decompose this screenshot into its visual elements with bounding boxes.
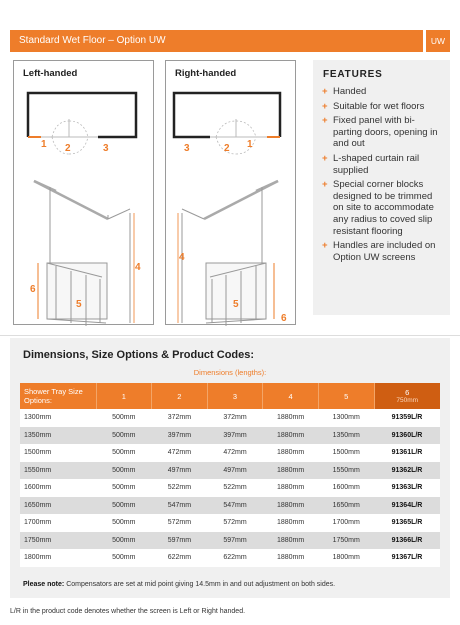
elevation-label: 5 [76,299,82,310]
dimension-cell: 1550mm [318,462,374,480]
section-divider [0,335,460,336]
dimension-cell: 1350mm [318,427,374,445]
product-code-cell: 91366L/R [374,532,440,550]
product-code-cell: 91360L/R [374,427,440,445]
column-header: 5 [318,383,374,409]
tray-size-cell: 1500mm [20,444,96,462]
table-body [20,409,440,567]
table-row [20,497,440,515]
table-row [20,427,440,445]
plan-label: 2 [65,143,71,154]
right-handed-drawing [166,61,297,326]
dimension-cell: 1500mm [318,444,374,462]
feature-text: Fixed panel with bi-parting doors, opening in and out [333,115,438,150]
plus-icon: + [322,152,328,164]
product-code-cell: 91364L/R [374,497,440,515]
table-row [20,462,440,480]
product-code-cell: 91365L/R [374,514,440,532]
dimension-cell: 1880mm [263,427,319,445]
elevation-label: 6 [281,313,287,324]
feature-text: Suitable for wet floors [333,100,425,112]
product-code-cell: 91367L/R [374,549,440,567]
plus-icon: + [322,86,328,97]
column-header: 2 [152,383,208,409]
dimension-cell: 1880mm [263,479,319,497]
table-row [20,409,440,427]
dimension-cell: 597mm [152,532,208,550]
elevation-label: 5 [233,299,239,310]
dimension-cell: 1880mm [263,497,319,515]
tray-size-cell: 1350mm [20,427,96,445]
tray-size-cell: 1700mm [20,514,96,532]
tray-size-cell: 1550mm [20,462,96,480]
dimension-cell: 1800mm [318,549,374,567]
dimension-cell: 500mm [96,427,152,445]
dimension-cell: 1880mm [263,532,319,550]
elevation-label: 6 [30,284,36,295]
table-header-row [20,383,440,409]
feature-item [322,179,441,237]
dimensions-table [20,383,440,567]
left-handed-title: Left-handed [23,68,78,79]
left-handed-drawing [14,61,155,326]
tray-size-cell: 1750mm [20,532,96,550]
dimension-cell: 472mm [152,444,208,462]
dimensions-section [10,338,450,598]
dimension-cell: 500mm [96,497,152,515]
dimension-cell: 500mm [96,462,152,480]
features-box [313,60,450,315]
dimension-cell: 622mm [207,549,263,567]
note-text: Compensators are set at mid point giving 14.5mm in and out adjustment on both sides. [64,581,336,588]
features-list [322,86,441,263]
dimension-cell: 547mm [207,497,263,515]
features-title: FEATURES [323,69,383,80]
dimension-cell: 500mm [96,514,152,532]
footnote: L/R in the product code denotes whether the screen is Left or Right handed. [10,608,246,615]
option-code-badge: UW [426,30,450,52]
note-label: Please note: [23,581,65,588]
plus-icon: + [322,240,328,252]
feature-text: Special corner blocks designed to be trimmed on site to accommodate any radius to coved slip resistant flooring [333,179,434,237]
feature-item [322,86,441,98]
elevation-label: 4 [179,252,185,263]
dimension-cell: 472mm [207,444,263,462]
right-plan-view [174,93,280,154]
dimension-cell: 500mm [96,479,152,497]
dimension-cell: 500mm [96,409,152,427]
dimension-cell: 597mm [207,532,263,550]
plan-label: 1 [247,139,253,150]
table-row [20,479,440,497]
dimension-cell: 372mm [207,409,263,427]
tray-size-cell: 1600mm [20,479,96,497]
tray-size-cell: 1800mm [20,549,96,567]
product-code-cell: 91363L/R [374,479,440,497]
plan-label: 3 [184,143,190,154]
tray-size-cell: 1300mm [20,409,96,427]
dimension-cell: 500mm [96,549,152,567]
dimension-cell: 397mm [207,427,263,445]
dimension-cell: 1880mm [263,409,319,427]
table-row [20,444,440,462]
dimension-cell: 522mm [152,479,208,497]
dimension-cell: 1880mm [263,514,319,532]
plan-label: 2 [224,143,230,154]
plus-icon: + [322,115,328,127]
dimensions-title: Dimensions, Size Options & Product Codes: [23,349,255,361]
table-row [20,549,440,567]
dimension-cell: 1880mm [263,444,319,462]
page-header [10,30,450,52]
plus-icon: + [322,100,328,112]
product-code-cell: 91361L/R [374,444,440,462]
dimension-cell: 522mm [207,479,263,497]
column-header: 1 [96,383,152,409]
left-handed-panel [13,60,154,325]
plus-icon: + [322,179,328,191]
dimension-cell: 500mm [96,444,152,462]
dimension-cell: 1750mm [318,532,374,550]
dimension-cell: 497mm [207,462,263,480]
feature-item [322,101,441,113]
column-header [374,383,440,409]
feature-text: Handed [333,86,367,97]
left-elevation-view [34,181,134,326]
elevation-label: 4 [135,262,141,273]
column-header: 4 [263,383,319,409]
column-header: 3 [207,383,263,409]
dimension-cell: 572mm [207,514,263,532]
right-elevation-view [178,181,278,326]
dimension-cell: 622mm [152,549,208,567]
feature-item [322,115,441,150]
dimension-cell: 397mm [152,427,208,445]
dimension-cell: 500mm [96,532,152,550]
dimension-cell: 372mm [152,409,208,427]
feature-item [322,240,441,263]
column-header-subtitle: 750mm [396,397,419,404]
product-code-cell: 91362L/R [374,462,440,480]
feature-item [322,153,441,176]
plan-label: 3 [103,143,109,154]
right-handed-panel [165,60,296,325]
dimension-cell: 497mm [152,462,208,480]
feature-text: Handles are included on Option UW screens [333,240,436,263]
dimension-cell: 1880mm [263,549,319,567]
tray-size-cell: 1650mm [20,497,96,515]
dimensions-caption: Dimensions (lengths): [193,368,267,377]
product-code-cell: 91359L/R [374,409,440,427]
column-header-label: 6 [405,388,410,397]
dimension-cell: 1700mm [318,514,374,532]
dimension-cell: 1650mm [318,497,374,515]
dimension-cell: 1600mm [318,479,374,497]
table-row [20,514,440,532]
feature-text: L-shaped curtain rail supplied [333,152,420,176]
column-header: Shower Tray Size Options: [20,383,96,409]
left-plan-view [28,93,136,154]
dimension-cell: 547mm [152,497,208,515]
table-row [20,532,440,550]
dimension-cell: 572mm [152,514,208,532]
right-handed-title: Right-handed [175,68,237,79]
dimension-cell: 1880mm [263,462,319,480]
note [23,581,335,588]
page-title: Standard Wet Floor – Option UW [10,30,423,52]
plan-label: 1 [41,139,47,150]
dimension-cell: 1300mm [318,409,374,427]
